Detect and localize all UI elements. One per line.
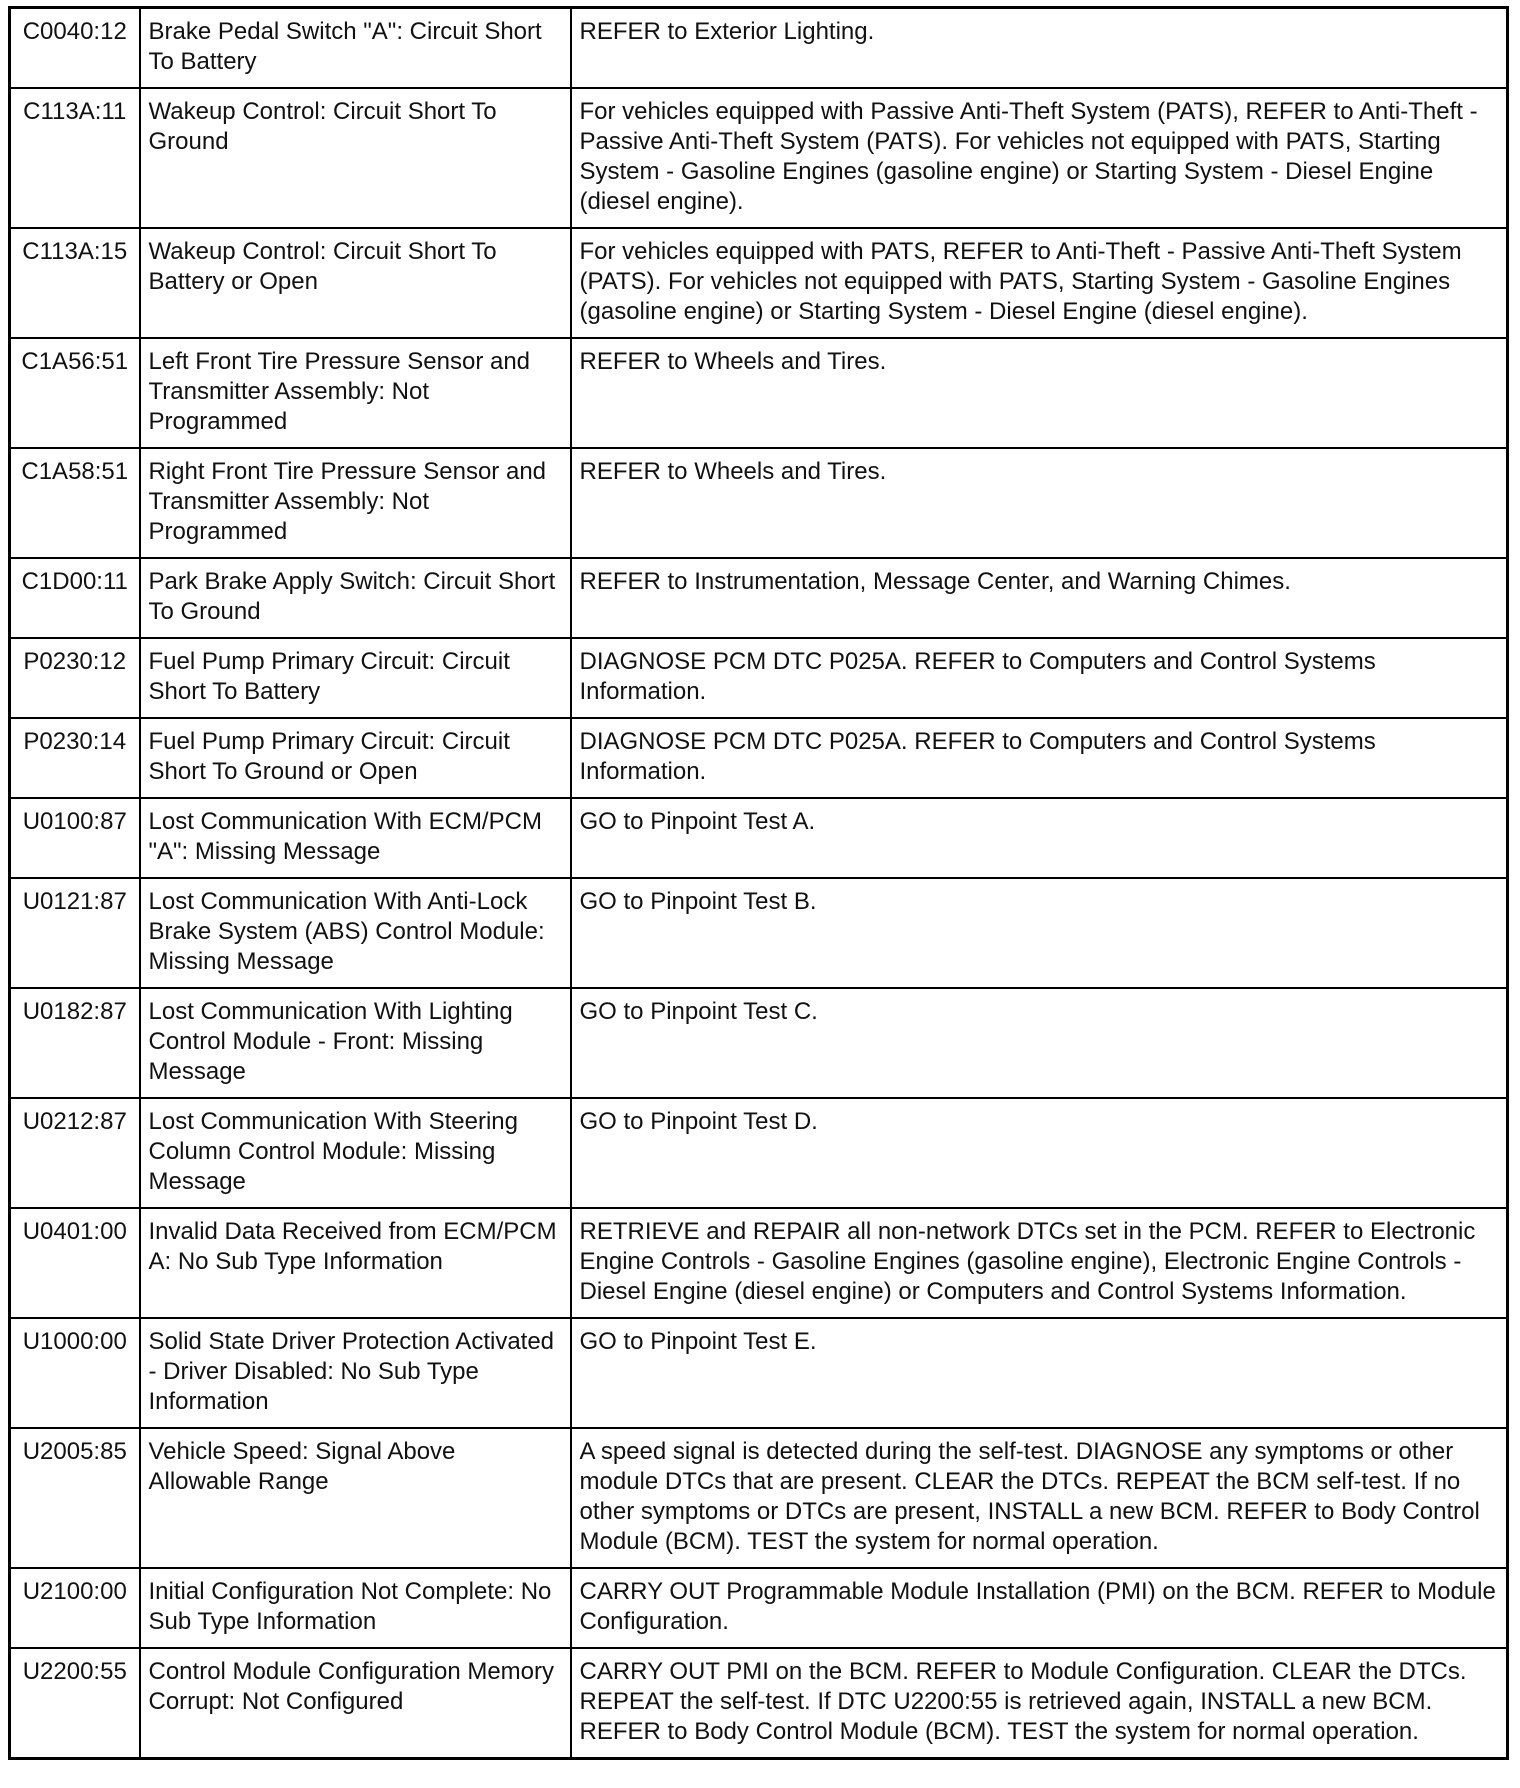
dtc-description-cell: Lost Communication With Steering Column Control Module: Missing Message xyxy=(140,1098,571,1208)
dtc-code-cell: U2200:55 xyxy=(10,1648,140,1759)
dtc-description-cell: Wakeup Control: Circuit Short To Battery or Open xyxy=(140,228,571,338)
table-row xyxy=(10,8,1508,89)
table-row xyxy=(10,338,1508,448)
dtc-action-cell: GO to Pinpoint Test C. xyxy=(571,988,1508,1098)
dtc-action-cell: CARRY OUT PMI on the BCM. REFER to Module Configuration. CLEAR the DTCs. REPEAT the self-test. If DTC U2200:55 is retrieved again, INSTALL a new BCM. REFER to Body Control Module (BCM). TEST the system for normal operation. xyxy=(571,1648,1508,1759)
dtc-code-cell: C1A56:51 xyxy=(10,338,140,448)
dtc-action-cell: GO to Pinpoint Test B. xyxy=(571,878,1508,988)
dtc-table-body xyxy=(10,8,1508,1759)
dtc-code-cell: P0230:14 xyxy=(10,718,140,798)
dtc-description-cell: Lost Communication With Lighting Control Module - Front: Missing Message xyxy=(140,988,571,1098)
table-row xyxy=(10,1568,1508,1648)
table-row xyxy=(10,988,1508,1098)
dtc-description-cell: Left Front Tire Pressure Sensor and Transmitter Assembly: Not Programmed xyxy=(140,338,571,448)
dtc-action-cell: CARRY OUT Programmable Module Installation (PMI) on the BCM. REFER to Module Configuration. xyxy=(571,1568,1508,1648)
table-row xyxy=(10,88,1508,228)
dtc-description-cell: Invalid Data Received from ECM/PCM A: No Sub Type Information xyxy=(140,1208,571,1318)
dtc-description-cell: Solid State Driver Protection Activated - Driver Disabled: No Sub Type Information xyxy=(140,1318,571,1428)
dtc-description-cell: Fuel Pump Primary Circuit: Circuit Short To Ground or Open xyxy=(140,718,571,798)
dtc-description-cell: Park Brake Apply Switch: Circuit Short To Ground xyxy=(140,558,571,638)
table-row xyxy=(10,798,1508,878)
dtc-action-cell: REFER to Wheels and Tires. xyxy=(571,338,1508,448)
dtc-code-cell: U2005:85 xyxy=(10,1428,140,1568)
table-row xyxy=(10,1648,1508,1759)
dtc-action-cell: For vehicles equipped with Passive Anti-Theft System (PATS), REFER to Anti-Theft - Passive Anti-Theft System (PATS). For vehicles not equipped with PATS, Starting System - Gasoline Engines (gasoline engine) or Starting System - Diesel Engine (diesel engine). xyxy=(571,88,1508,228)
dtc-description-cell: Initial Configuration Not Complete: No Sub Type Information xyxy=(140,1568,571,1648)
table-row xyxy=(10,1098,1508,1208)
dtc-code-cell: U0212:87 xyxy=(10,1098,140,1208)
dtc-action-cell: DIAGNOSE PCM DTC P025A. REFER to Computers and Control Systems Information. xyxy=(571,718,1508,798)
dtc-code-cell: U0100:87 xyxy=(10,798,140,878)
dtc-action-cell: RETRIEVE and REPAIR all non-network DTCs set in the PCM. REFER to Electronic Engine Controls - Gasoline Engines (gasoline engine), Electronic Engine Controls - Diesel Engine (diesel engine) or Computers and Control Systems Information. xyxy=(571,1208,1508,1318)
dtc-action-cell: REFER to Exterior Lighting. xyxy=(571,8,1508,89)
dtc-description-cell: Brake Pedal Switch "A": Circuit Short To Battery xyxy=(140,8,571,89)
table-row xyxy=(10,448,1508,558)
dtc-action-cell: A speed signal is detected during the self-test. DIAGNOSE any symptoms or other module DTCs that are present. CLEAR the DTCs. REPEAT the BCM self-test. If no other symptoms or DTCs are present, INSTALL a new BCM. REFER to Body Control Module (BCM). TEST the system for normal operation. xyxy=(571,1428,1508,1568)
dtc-code-cell: C0040:12 xyxy=(10,8,140,89)
table-row xyxy=(10,718,1508,798)
dtc-code-cell: U0121:87 xyxy=(10,878,140,988)
dtc-code-cell: C113A:15 xyxy=(10,228,140,338)
table-row xyxy=(10,1208,1508,1318)
table-row xyxy=(10,638,1508,718)
table-row xyxy=(10,1318,1508,1428)
table-row xyxy=(10,1428,1508,1568)
dtc-description-cell: Right Front Tire Pressure Sensor and Transmitter Assembly: Not Programmed xyxy=(140,448,571,558)
dtc-code-cell: C113A:11 xyxy=(10,88,140,228)
dtc-action-cell: REFER to Instrumentation, Message Center, and Warning Chimes. xyxy=(571,558,1508,638)
dtc-description-cell: Wakeup Control: Circuit Short To Ground xyxy=(140,88,571,228)
dtc-description-cell: Lost Communication With ECM/PCM "A": Missing Message xyxy=(140,798,571,878)
dtc-code-cell: C1D00:11 xyxy=(10,558,140,638)
table-row xyxy=(10,558,1508,638)
dtc-description-cell: Vehicle Speed: Signal Above Allowable Range xyxy=(140,1428,571,1568)
dtc-description-cell: Fuel Pump Primary Circuit: Circuit Short To Battery xyxy=(140,638,571,718)
dtc-code-cell: U2100:00 xyxy=(10,1568,140,1648)
dtc-description-cell: Control Module Configuration Memory Corrupt: Not Configured xyxy=(140,1648,571,1759)
dtc-table xyxy=(8,6,1509,1760)
dtc-action-cell: GO to Pinpoint Test D. xyxy=(571,1098,1508,1208)
dtc-code-cell: P0230:12 xyxy=(10,638,140,718)
dtc-description-cell: Lost Communication With Anti-Lock Brake System (ABS) Control Module: Missing Message xyxy=(140,878,571,988)
dtc-action-cell: GO to Pinpoint Test A. xyxy=(571,798,1508,878)
table-row xyxy=(10,878,1508,988)
dtc-code-cell: C1A58:51 xyxy=(10,448,140,558)
dtc-action-cell: REFER to Wheels and Tires. xyxy=(571,448,1508,558)
table-row xyxy=(10,228,1508,338)
dtc-code-cell: U0182:87 xyxy=(10,988,140,1098)
dtc-code-cell: U0401:00 xyxy=(10,1208,140,1318)
dtc-action-cell: DIAGNOSE PCM DTC P025A. REFER to Computers and Control Systems Information. xyxy=(571,638,1508,718)
dtc-code-cell: U1000:00 xyxy=(10,1318,140,1428)
dtc-action-cell: GO to Pinpoint Test E. xyxy=(571,1318,1508,1428)
dtc-action-cell: For vehicles equipped with PATS, REFER to Anti-Theft - Passive Anti-Theft System (PATS). For vehicles not equipped with PATS, Starting System - Gasoline Engines (gasoline engine) or Starting System - Diesel Engine (diesel engine). xyxy=(571,228,1508,338)
